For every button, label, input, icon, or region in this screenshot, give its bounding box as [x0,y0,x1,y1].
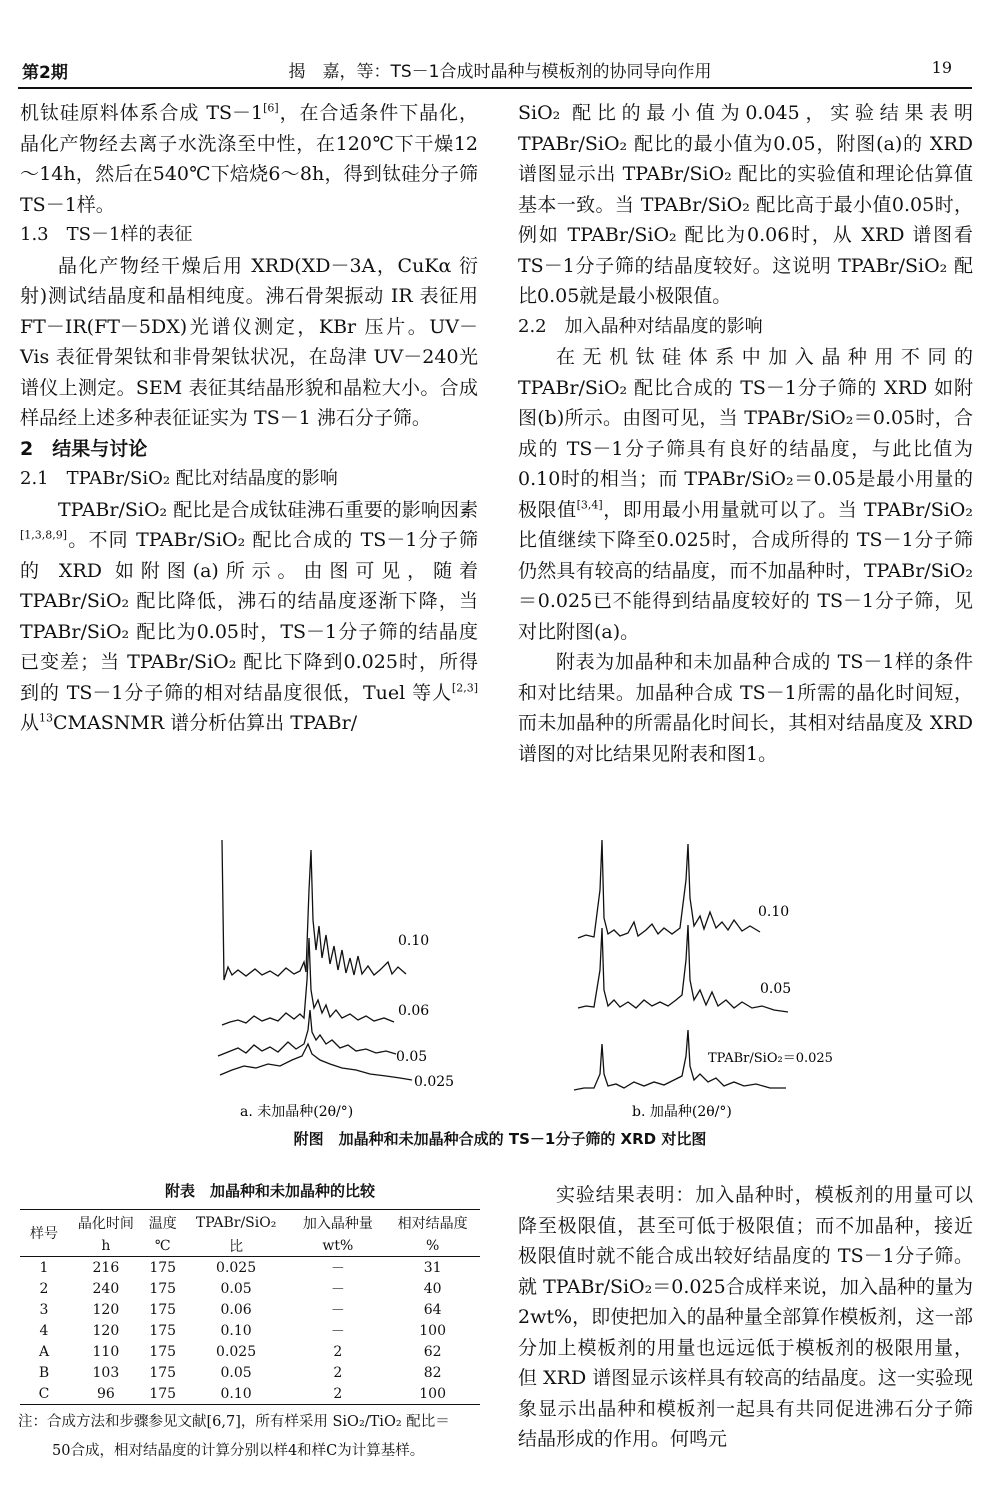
table-cell: 0.05 [220,1364,252,1381]
panel-b-caption: b. 加晶种(2θ/°) [632,1104,732,1120]
paragraph: 实验结果表明：加入晶种时，模板剂的用量可以降至极限值，甚至可低于极限值；而不加晶种，接近极限值时就不能合成出较好结晶度的 TS－1分子筛。就 TPABr/SiO₂＝0.025合成样来说，加入晶种的量为2wt%，即使把加入的晶种量全部算作模板剂，这一部分加上模板剂的用量也远远低于模板剂的极限用量，但 XRD 谱图显示该样具有较高的结晶度。这一实验现象显示出晶种和模板剂一起具有共同促进沸石分子筛结晶形成的作用。何鸣元 [518,1184,973,1450]
table-cell: － [330,1302,345,1319]
table-row [20,1320,480,1341]
table-cell: 31 [423,1259,442,1276]
left-column [20,98,478,739]
trace-label: 0.05 [396,1049,428,1065]
header-rule [18,87,972,89]
table-cell: 175 [149,1343,177,1360]
table-cell: 3 [39,1301,49,1318]
xrd-trace-a-0.05 [218,1010,396,1056]
table-header: 温度 [144,1210,182,1237]
table-cell: 1 [39,1259,49,1276]
section-heading-2: 2 结果与讨论 [20,437,148,460]
table-cell: 82 [423,1364,442,1381]
table-row [20,1383,480,1405]
table-cell: 2 [291,1383,386,1405]
table-row [20,1257,480,1279]
xrd-trace-a-0.06 [222,938,394,1025]
trace-label: TPABr/SiO₂＝0.025 [708,1051,833,1066]
xrd-figure [0,830,1000,1160]
xrd-trace-b-0.10 [578,840,760,938]
table-row [20,1341,480,1362]
table-cell: C [20,1383,68,1405]
section-heading-1-3: 1.3 TS－1样的表征 [20,224,193,245]
table-cell: 2 [39,1280,49,1297]
table-cell: 96 [68,1383,144,1405]
table-header: 加入晶种量 [291,1210,386,1237]
paragraph: 附表为加晶种和未加晶种合成的 TS－1样的条件和对比结果。加晶种合成 TS－1所需的晶化时间短，而未加晶种的所需晶化时间长，其相对结晶度及 XRD 谱图的对比结果见附表和图1。 [518,651,973,765]
table-cell: 62 [423,1343,442,1360]
issue-number: 第2期 [22,63,68,83]
xrd-trace-b-0.05 [578,925,788,1012]
paragraph: 在无机钛硅体系中加入晶种用不同的 TPABr/SiO₂ 配比合成的 TS－1分子筛的 XRD 如附图(b)所示。由图可见，当 TPABr/SiO₂＝0.05时，合成的 TS－1分子筛具有良好的结晶度，与此比值为0.10时的相当；而 TPABr/SiO₂＝0.05是最小用量的极限值[3,4]，即用最小用量就可以了。当 TPABr/SiO₂ 比值继续下降至0.025时，合成所得的 TS－1分子筛仍然具有较高的结晶度，而不加晶种时，TPABr/SiO₂＝0.025已不能得到结晶度较好的 TS－1分子筛，见对比附图(a)。 [518,346,973,643]
table-cell: A [38,1343,50,1360]
trace-label: 0.06 [398,1003,430,1019]
comparison-table-block [20,1180,490,1405]
table-cell: 175 [149,1301,177,1318]
table-unit: 比 [182,1236,291,1257]
table-cell: － [330,1323,345,1340]
trace-label: 0.025 [414,1074,455,1090]
paragraph: 晶化产物经干燥后用 XRD(XD－3A，CuKα 衍射)测试结晶度和晶相纯度。沸石骨架振动 IR 表征用 FT－IR(FT－5DX)光谱仪测定，KBr 压片。UV－Vis 表征骨架钛和非骨架钛状况，在岛津 UV－240光谱仪上测定。SEM 表征其结晶形貌和晶粒大小。合成样品经上述多种表征证实为 TS－1 沸石分子筛。 [20,254,478,429]
figure-caption: 附图 加晶种和未加晶种合成的 TS－1分子筛的 XRD 对比图 [293,1130,707,1148]
table-title: 附表 加晶种和未加晶种的比较 [164,1182,375,1200]
table-header: 样号 [20,1210,68,1257]
table-unit: % [385,1236,480,1257]
table-header: 相对结晶度 [385,1210,480,1237]
table-cell: 40 [423,1280,442,1297]
section-heading-2-2: 2.2 加入晶种对结晶度的影响 [518,315,763,337]
paragraph: TPABr/SiO₂ 配比是合成钛硅沸石重要的影响因素[1,3,8,9]。不同 TPABr/SiO₂ 配比合成的 TS－1分子筛的 XRD 如附图(a)所示。由图可见，随着 TPABr/SiO₂ 配比降低，沸石的结晶度逐渐下降，当 TPABr/SiO₂ 配比为0.05时，TS－1分子筛的结晶度已变差；当 TPABr/SiO₂ 配比下降到0.025时，所得到的 TS－1分子筛的相对结晶度很低，Tuel 等人[2,3]从$^{13}$CMASNMR 谱分析估算出 TPABr/ [20,498,478,734]
table-cell: 175 [144,1383,182,1405]
trace-label: 0.05 [760,981,792,997]
table-cell: 103 [92,1364,120,1381]
table-cell: 0.10 [220,1322,252,1339]
section-heading-2-1: 2.1 TPABr/SiO₂ 配比对结晶度的影响 [20,468,338,489]
table-cell: 175 [149,1322,177,1339]
table-unit: ℃ [144,1236,182,1257]
paragraph: SiO₂ 配比的最小值为0.045，实验结果表明 TPABr/SiO₂ 配比的最小值为0.05，附图(a)的 XRD 谱图显示出 TPABr/SiO₂ 配比的实验值和理论估算值基本一致。当 TPABr/SiO₂ 配比高于最小值0.05时，例如 TPABr/SiO₂ 配比为0.06时，从 XRD 谱图看 TS－1分子筛的结晶度较好。这说明 TPABr/SiO₂ 配比0.05就是最小极限值。 [518,102,973,307]
table-cell: 120 [92,1301,120,1318]
table-unit: wt% [291,1236,386,1257]
right-column-lower [518,1180,973,1455]
table-cell: 216 [92,1259,120,1276]
table-cell: 175 [149,1280,177,1297]
table-note-line: 50合成，相对结晶度的计算分别以样4和样C为计算基样。 [52,1443,425,1459]
table-cell: 2 [333,1364,343,1381]
table-note [18,1408,488,1466]
table-cell: － [330,1260,345,1277]
table-cell: 240 [92,1280,120,1297]
table-cell: － [330,1281,345,1298]
table-cell: 0.06 [220,1301,252,1318]
trace-label: 0.10 [398,933,430,949]
xrd-trace-a-0.10 [222,840,406,980]
table-cell: 2 [333,1343,343,1360]
table-unit: h [68,1236,144,1257]
table-cell: 175 [149,1364,177,1381]
table-cell: 110 [92,1343,120,1360]
paragraph: 机钛硅原料体系合成 TS－1[6]，在合适条件下晶化，晶化产物经去离子水洗涤至中性，在120℃下干燥12～14h，然后在540℃下焙烧6～8h，得到钛硅分子筛 TS－1样。 [20,101,478,216]
trace-label: 0.10 [758,904,790,920]
table-cell: 0.025 [216,1259,257,1276]
table-cell: 64 [423,1301,442,1318]
panel-a [218,840,412,1080]
table-cell: 175 [149,1259,177,1276]
table-row [20,1278,480,1299]
table-row [20,1362,480,1383]
table-cell: 0.05 [220,1280,252,1297]
comparison-table [20,1209,480,1405]
panel-a-caption: a. 未加晶种(2θ/°) [240,1104,354,1120]
table-cell: 4 [39,1322,49,1339]
table-header: TPABr/SiO₂ [182,1210,291,1237]
table-row [20,1299,480,1320]
table-cell: 100 [419,1322,446,1339]
table-cell: B [38,1364,50,1381]
table-cell: 120 [92,1322,120,1339]
table-cell: 0.10 [182,1383,291,1405]
right-column [518,98,973,769]
running-title: 揭 嘉，等：TS－1合成时晶种与模板剂的协同导向作用 [288,62,712,82]
page-number: 19 [931,58,952,77]
table-cell: 100 [385,1383,480,1405]
table-cell: 0.025 [216,1343,257,1360]
table-header: 晶化时间 [68,1210,144,1237]
table-note-line: 注：合成方法和步骤参见文献[6,7]，所有样采用 SiO₂/TiO₂ 配比＝ [18,1414,450,1430]
running-header [0,0,1000,88]
